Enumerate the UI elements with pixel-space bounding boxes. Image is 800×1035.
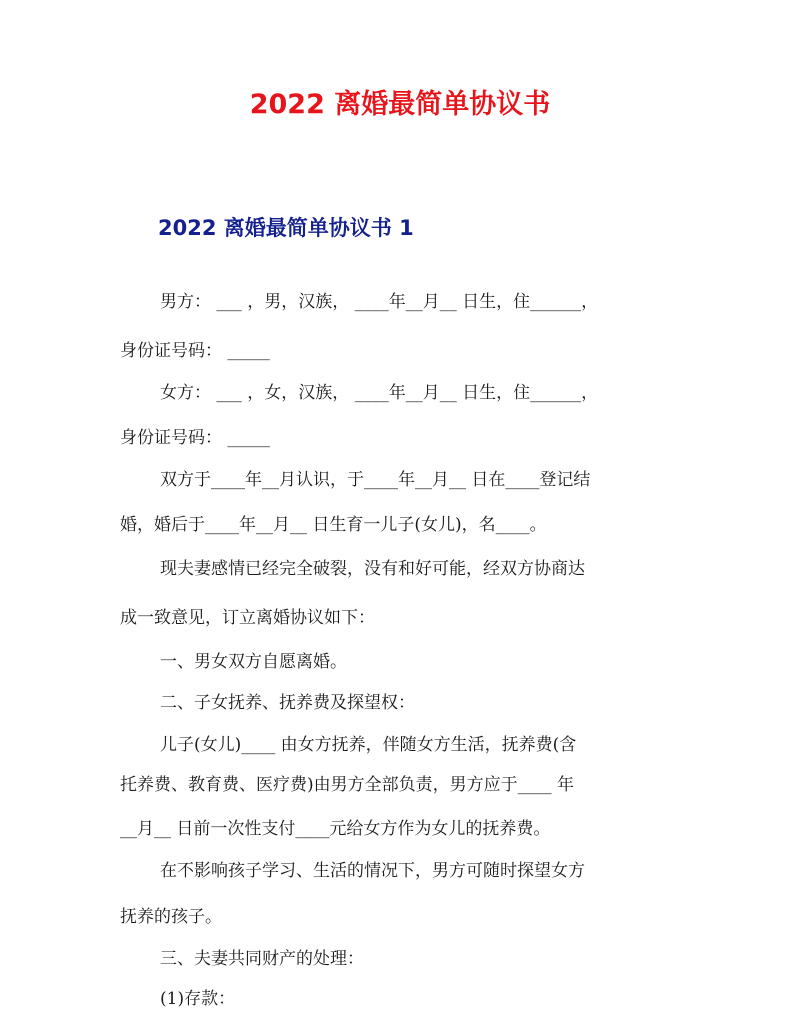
paragraph-line-agreement-2: 成一致意见，订立离婚协议如下： (120, 608, 375, 628)
paragraph-line-item-3: 三、夫妻共同财产的处理： (160, 949, 364, 969)
document-title: 2022 离婚最简单协议书 (249, 89, 551, 120)
paragraph-line-agreement-1: 现夫妻感情已经完全破裂，没有和好可能，经双方协商达 (160, 559, 585, 579)
paragraph-line-visitation-2: 抚养的孩子。 (120, 907, 222, 927)
paragraph-line-visitation-1: 在不影响孩子学习、生活的情况下，男方可随时探望女方 (160, 861, 585, 881)
paragraph-line-deposit: (1)存款： (160, 989, 236, 1009)
paragraph-line-marriage-2: 婚，婚后于____年__月__ 日生育一儿子(女儿)，名____。 (120, 515, 547, 535)
paragraph-line-custody-1: 儿子(女儿)____ 由女方抚养，伴随女方生活，抚养费(含 (160, 735, 577, 755)
paragraph-line-item-1: 一、男女双方自愿离婚。 (160, 652, 347, 672)
paragraph-line-male-party: 男方： ___ ，男，汉族， ____年__月__ 日生，住______， (160, 292, 599, 312)
paragraph-line-female-party: 女方： ___ ，女，汉族， ____年__月__ 日生，住______， (160, 383, 599, 403)
paragraph-line-marriage-1: 双方于____年__月认识，于____年__月__ 日在____登记结 (160, 470, 591, 490)
paragraph-line-item-2: 二、子女抚养、抚养费及探望权： (160, 693, 415, 713)
paragraph-line-male-id: 身份证号码： _____ (120, 341, 270, 361)
paragraph-line-custody-2: 托养费、教育费、医疗费)由男方全部负责，男方应于____ 年 (120, 775, 575, 795)
section-heading: 2022 离婚最简单协议书 1 (158, 216, 414, 240)
paragraph-line-custody-3: __月__ 日前一次性支付____元给女方作为女儿的抚养费。 (120, 819, 551, 839)
paragraph-line-female-id: 身份证号码： _____ (120, 428, 270, 448)
